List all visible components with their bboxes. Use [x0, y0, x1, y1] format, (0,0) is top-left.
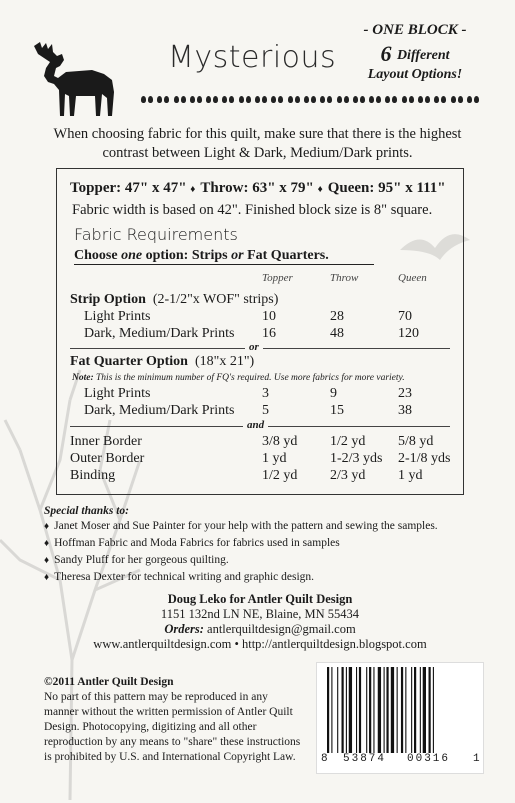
fq-dark-topper: 5: [262, 403, 269, 418]
barcode-bars-graphic: [327, 667, 477, 753]
barcode-bar: [331, 667, 332, 753]
binding-queen: 1 yd: [398, 468, 423, 483]
options-different-word: Different: [396, 48, 450, 63]
strip-light-label: Light Prints: [84, 309, 151, 324]
outer-border-throw: 1-2/3 yds: [330, 451, 383, 466]
thanks-item-text: Janet Moser and Sue Painter for your help with the pattern and sewing the samples.: [54, 520, 438, 532]
fq-light-topper: 3: [262, 386, 269, 401]
barcode-bar: [369, 667, 371, 753]
hoof-bullet-icon: ♦: [44, 555, 50, 566]
thanks-item-text: Hoffman Fabric and Moda Fabrics for fabrics used in samples: [54, 537, 340, 549]
and-divider-label: and: [243, 419, 268, 431]
fq-dark-queen: 38: [398, 403, 412, 418]
strip-option-title: Strip Option: [70, 292, 146, 307]
barcode-digit-3: 00316: [407, 753, 451, 765]
hoof-track-icon: [156, 95, 170, 103]
hoof-track-icon: [433, 95, 447, 103]
choose-middle: option: Strips: [142, 248, 232, 263]
thanks-item: [44, 520, 438, 532]
fq-dark-throw: 15: [330, 403, 344, 418]
barcode-bar: [401, 667, 403, 753]
or-divider-label: or: [245, 341, 263, 353]
choose-one-word: one: [121, 248, 143, 263]
hoof-track-icon: [319, 95, 333, 103]
pattern-title: Mysterious: [168, 40, 337, 75]
quilt-sizes: [70, 180, 446, 197]
inner-border-label: Inner Border: [70, 434, 142, 449]
orders-label: Orders:: [164, 622, 204, 636]
barcode-bar: [420, 667, 421, 753]
strip-dark-queen: 120: [398, 326, 419, 341]
fq-dark-label: Dark, Medium/Dark Prints: [84, 403, 235, 418]
barcode-bar: [423, 667, 426, 753]
strip-dark-label: Dark, Medium/Dark Prints: [84, 326, 235, 341]
barcode-bar: [366, 667, 367, 753]
strip-dark-throw: 48: [330, 326, 344, 341]
barcode-bar: [405, 667, 406, 753]
column-header-queen: Queen: [398, 272, 427, 284]
barcode-bar: [342, 667, 344, 753]
barcode-bar: [349, 667, 352, 753]
hoof-track-icon: [173, 95, 187, 103]
strip-light-queen: 70: [398, 309, 412, 324]
barcode-bar: [373, 667, 374, 753]
hoof-track-icon: [303, 95, 317, 103]
fq-light-throw: 9: [330, 386, 337, 401]
strip-dark-topper: 16: [262, 326, 276, 341]
hoof-track-icon: [384, 95, 398, 103]
barcode-bar: [411, 667, 412, 753]
barcode-digit-4: 1: [473, 753, 480, 765]
barcode-bar: [391, 667, 394, 753]
size-queen: Queen: 95" x 111": [327, 180, 446, 196]
outer-border-queen: 2-1/8 yds: [398, 451, 451, 466]
hoof-track-icon: [221, 95, 235, 103]
choose-suffix: Fat Quarters.: [243, 248, 329, 263]
special-thanks-heading: Special thanks to:: [44, 505, 129, 517]
upc-barcode: [316, 662, 484, 774]
copyright-heading: ©2011 Antler Quilt Design: [44, 676, 174, 688]
orders-email: antlerquiltdesign@gmail.com: [207, 622, 356, 636]
hoof-track-icon: [270, 95, 284, 103]
hoof-track-icon: [417, 95, 431, 103]
designer-name: Doug Leko for Antler Quilt Design: [167, 592, 353, 606]
outer-border-label: Outer Border: [70, 451, 145, 466]
hoof-track-icon: [336, 95, 350, 103]
strip-option-heading: [70, 292, 278, 308]
hoof-track-icon: [466, 95, 480, 103]
thanks-item: [44, 554, 229, 566]
fat-quarter-size: (18"x 21"): [194, 354, 255, 369]
designer-contact: [60, 592, 460, 652]
barcode-bar: [414, 667, 416, 753]
thanks-item: [44, 571, 314, 583]
fat-quarter-title: Fat Quarter Option: [70, 354, 188, 369]
hoof-track-icon: [401, 95, 415, 103]
contrast-intro-text: When choosing fabric for this quilt, make sure that there is the highest contrast between Light & Dark, Medium/Dark prints.: [53, 126, 462, 161]
designer-address: 1151 132nd LN NE, Blaine, MN 55434: [160, 607, 360, 621]
inner-border-queen: 5/8 yd: [398, 434, 434, 449]
thanks-item-text: Theresa Dexter for technical writing and graphic design.: [54, 571, 315, 583]
outer-border-topper: 1 yd: [262, 451, 287, 466]
fat-quarter-note: [72, 373, 405, 383]
copyright-text: No part of this pattern may be reproduced in any manner without the written permission of Antler Quilt Design. Photocopying, digitizing and all other reproduction by any means to "share" these instructions is prohibited by U.S. and International Copyright Law.: [44, 691, 301, 763]
column-header-throw: Throw: [330, 272, 359, 284]
hoof-track-icon: [450, 95, 464, 103]
moose-logo-icon: [32, 40, 122, 118]
barcode-bar: [429, 667, 431, 753]
barcode-bar: [346, 667, 347, 753]
hoof-bullet-icon: ♦: [44, 538, 50, 549]
fat-quarter-heading: [70, 354, 254, 370]
hoof-track-icon: [189, 95, 203, 103]
column-header-topper: Topper: [262, 272, 293, 284]
fq-light-queen: 23: [398, 386, 412, 401]
hoof-track-icon: [205, 95, 219, 103]
barcode-bar: [327, 667, 329, 753]
barcode-bar: [359, 667, 361, 753]
hoof-track-icon: [352, 95, 366, 103]
barcode-bar: [386, 667, 388, 753]
hoof-bullet-icon: ♦: [44, 521, 50, 532]
size-throw: Throw: 63" x 79": [200, 180, 314, 196]
barcode-bar: [356, 667, 357, 753]
barcode-digit-1: 8: [321, 753, 328, 765]
fabric-width-note: Fabric width is based on 42". Finished block size is 8" square.: [72, 202, 433, 218]
fq-light-label: Light Prints: [84, 386, 151, 401]
note-text: This is the minimum number of FQ's required. Use more fabrics for more variety.: [96, 373, 405, 383]
website-links: www.antlerquiltdesign.com • http://antlerquiltdesign.blogspot.com: [93, 637, 427, 651]
choose-prefix: Choose: [74, 248, 122, 263]
layout-options-callout: [352, 22, 478, 83]
barcode-bar: [433, 667, 434, 753]
strip-option-size: (2-1/2"x WOF" strips): [152, 292, 279, 307]
hoof-bullet-icon: ♦: [190, 184, 196, 195]
inner-border-topper: 3/8 yd: [262, 434, 298, 449]
binding-label: Binding: [70, 468, 116, 483]
one-block-label: - ONE BLOCK -: [363, 22, 467, 38]
hoof-bullet-icon: ♦: [317, 184, 323, 195]
hoof-track-border: [140, 95, 480, 107]
hoof-bullet-icon: ♦: [44, 572, 50, 583]
strip-light-topper: 10: [262, 309, 276, 324]
orders-line: [60, 622, 460, 637]
barcode-bar: [378, 667, 381, 753]
options-count-line: [352, 41, 478, 67]
fabric-requirements-heading: Fabric Requirements: [74, 225, 238, 244]
hoof-track-icon: [368, 95, 382, 103]
choose-or-word: or: [231, 248, 244, 263]
hoof-track-icon: [254, 95, 268, 103]
barcode-digit-2: 53874: [343, 753, 387, 765]
strip-light-throw: 28: [330, 309, 344, 324]
thanks-item-text: Sandy Pluff for her gorgeous quilting.: [54, 554, 229, 566]
hoof-track-icon: [140, 95, 154, 103]
barcode-bar: [397, 667, 398, 753]
copyright-notice: [44, 675, 304, 765]
hoof-track-icon: [238, 95, 252, 103]
barcode-bar: [384, 667, 385, 753]
layout-options-label: Layout Options!: [367, 67, 463, 82]
barcode-bar: [337, 667, 338, 753]
options-count: 6: [380, 41, 392, 66]
binding-throw: 2/3 yd: [330, 468, 366, 483]
thanks-item: [44, 537, 340, 549]
binding-topper: 1/2 yd: [262, 468, 298, 483]
inner-border-throw: 1/2 yd: [330, 434, 366, 449]
size-topper: Topper: 47" x 47": [70, 180, 187, 196]
note-label: Note:: [72, 373, 94, 383]
hoof-track-icon: [287, 95, 301, 103]
choose-option-line: [74, 248, 374, 265]
